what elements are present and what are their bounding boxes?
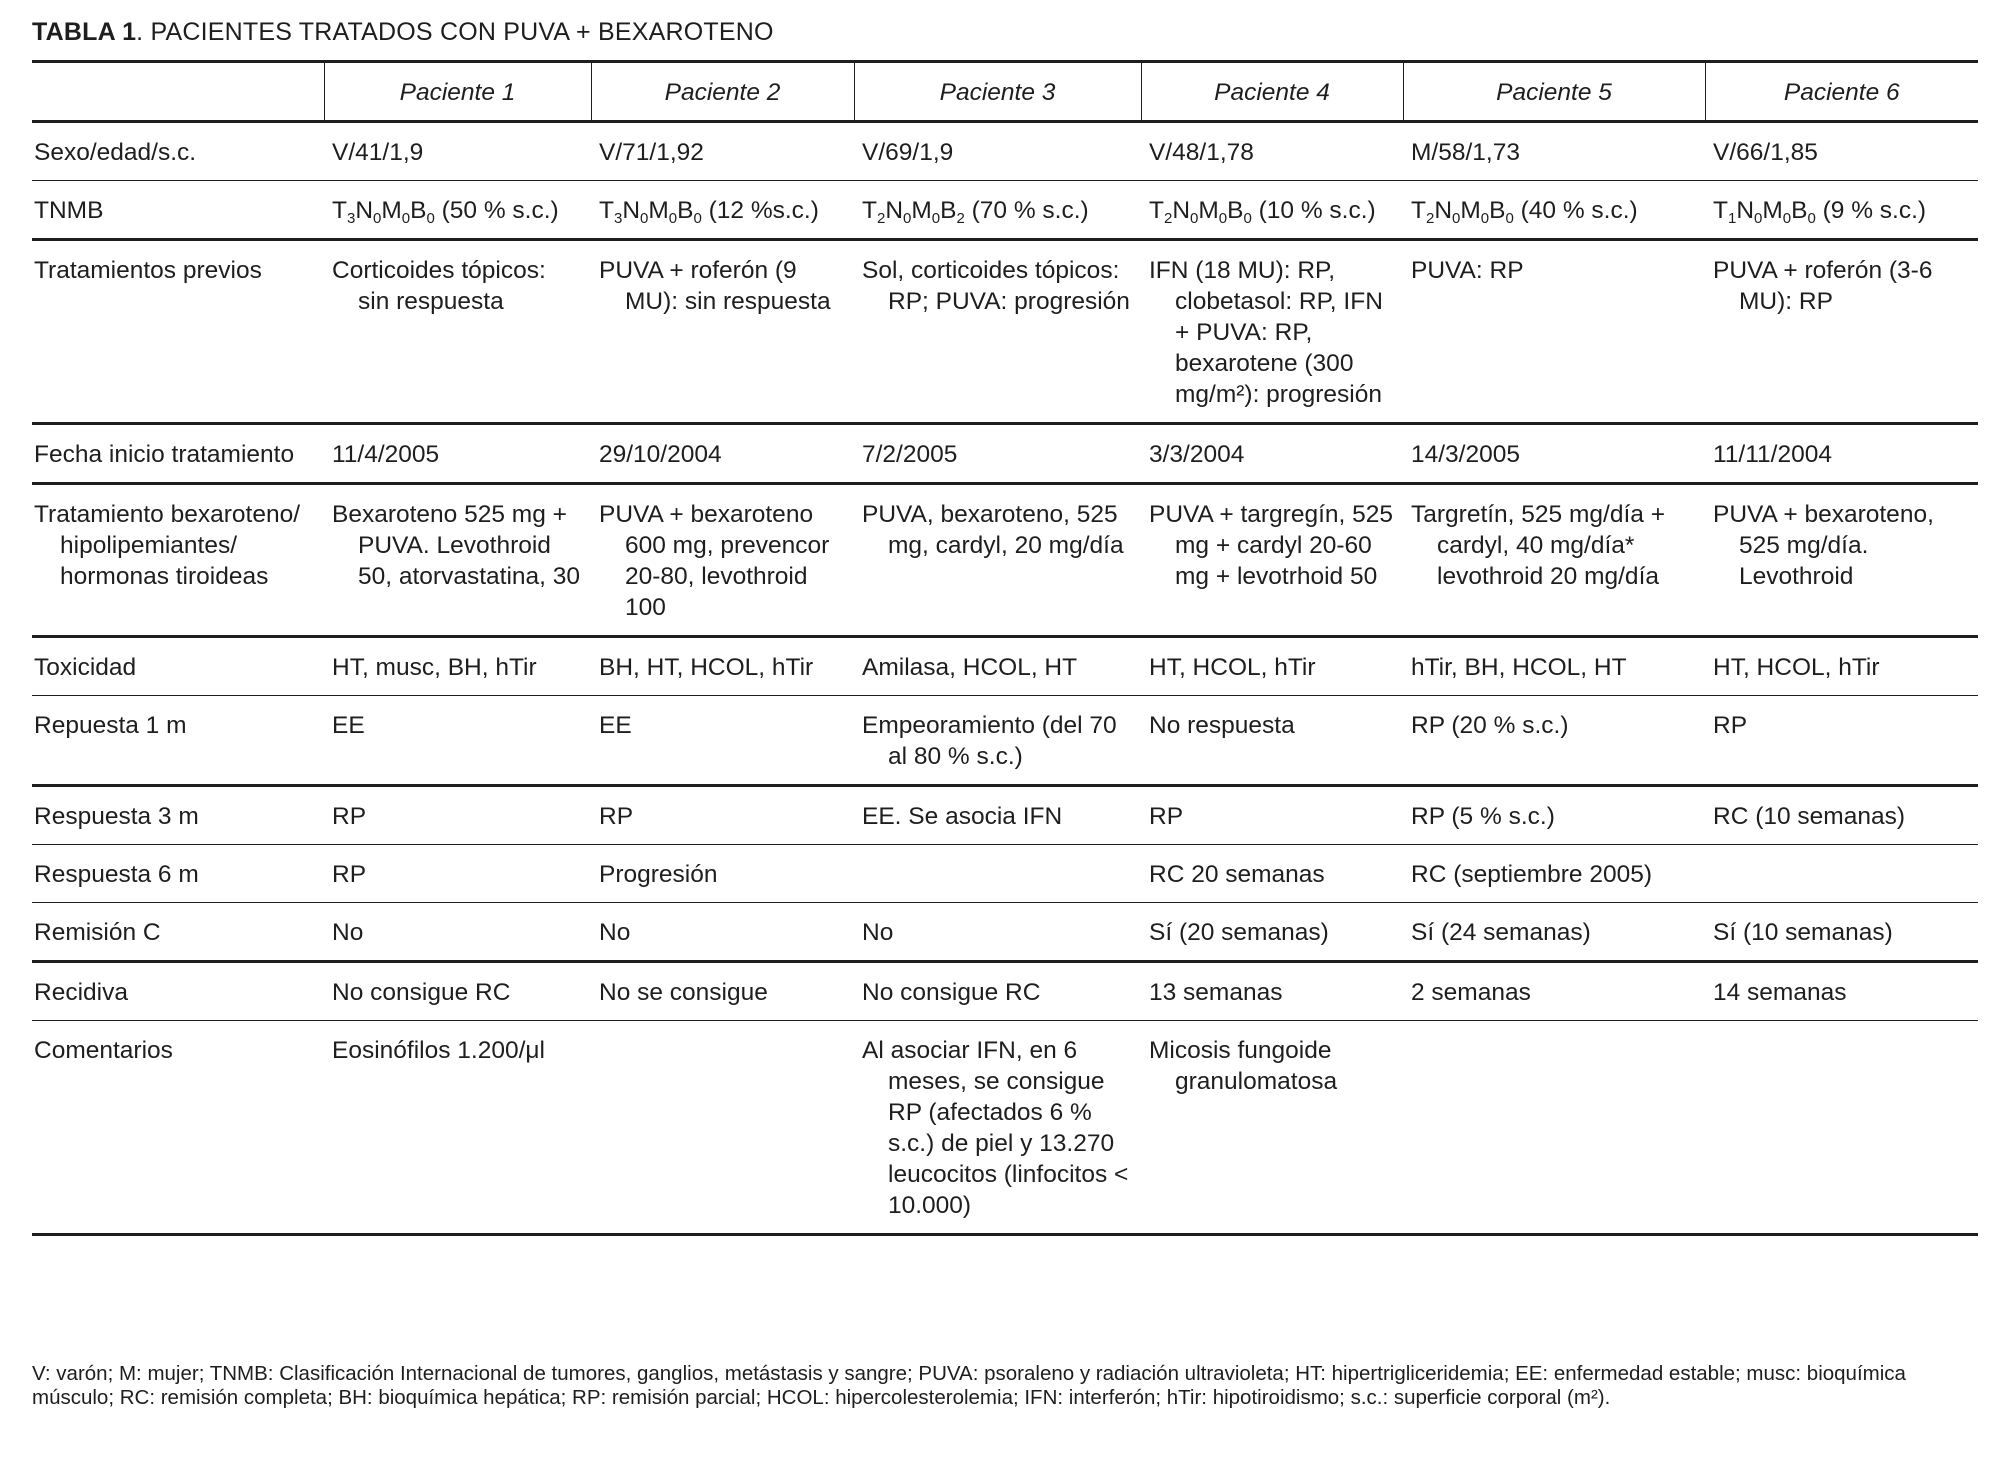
table-cell: V/69/1,9 bbox=[854, 122, 1141, 181]
row-label: TNMB bbox=[32, 181, 324, 240]
table-title bbox=[32, 18, 774, 47]
table-cell: RC (septiembre 2005) bbox=[1403, 845, 1705, 903]
table-title-label: TABLA 1 bbox=[32, 18, 137, 46]
table-cell: PUVA + bexaroteno 600 mg, prevencor 20-80, levothroid 100 bbox=[591, 484, 854, 637]
header-row bbox=[32, 62, 1978, 122]
table-cell: RP bbox=[324, 786, 591, 845]
row-comentarios bbox=[32, 1021, 1978, 1235]
table-footnote: V: varón; M: mujer; TNMB: Clasificación Internacional de tumores, ganglios, metástasis y sangre; PUVA: psoraleno y radiación ultravioleta; HT: hipertrigliceridemia; EE: enfermedad estable; musc: bioquímica músculo; RC: remisión completa; BH: bioquímica hepática; RP: remisión parcial; HCOL: hipercolesterolemia; IFN: interferón; hTir: hipotiroidismo; s.c.: superficie corporal (m²). bbox=[32, 1362, 1906, 1409]
table-cell bbox=[854, 845, 1141, 903]
table-cell: PUVA + targregín, 525 mg + cardyl 20-60 mg + levotrhoid 50 bbox=[1141, 484, 1403, 637]
table-cell bbox=[1705, 1021, 1978, 1235]
row-label: Respuesta 6 m bbox=[32, 845, 324, 903]
table-cell: RC (10 semanas) bbox=[1705, 786, 1978, 845]
table-cell: V/48/1,78 bbox=[1141, 122, 1403, 181]
table-cell: V/71/1,92 bbox=[591, 122, 854, 181]
table-cell bbox=[591, 1021, 854, 1235]
table-cell: PUVA: RP bbox=[1403, 240, 1705, 424]
column-header-patient-3: Paciente 3 bbox=[854, 62, 1141, 122]
tnmb-cell: $T_2N_0M_0B_0$ (10 % s.c.) bbox=[1141, 181, 1403, 240]
table-cell: Bexaroteno 525 mg + PUVA. Levothroid 50, atorvastatina, 30 bbox=[324, 484, 591, 637]
table-cell: HT, HCOL, hTir bbox=[1705, 637, 1978, 696]
table-cell: Progresión bbox=[591, 845, 854, 903]
table-cell: Eosinófilos 1.200/μl bbox=[324, 1021, 591, 1235]
table-cell: V/66/1,85 bbox=[1705, 122, 1978, 181]
table-cell: 14/3/2005 bbox=[1403, 424, 1705, 484]
row-respuesta-3m bbox=[32, 786, 1978, 845]
table-cell: No se consigue bbox=[591, 962, 854, 1021]
patients-table bbox=[32, 60, 1978, 1236]
row-label: Toxicidad bbox=[32, 637, 324, 696]
table-cell: 11/4/2005 bbox=[324, 424, 591, 484]
tnmb-cell: $T_3N_0M_0B_0$ (12 %s.c.) bbox=[591, 181, 854, 240]
row-label: Sexo/edad/s.c. bbox=[32, 122, 324, 181]
row-recidiva bbox=[32, 962, 1978, 1021]
row-label: Remisión C bbox=[32, 903, 324, 962]
table-cell: HT, musc, BH, hTir bbox=[324, 637, 591, 696]
table-cell: Corticoides tópicos: sin respuesta bbox=[324, 240, 591, 424]
table-cell: 29/10/2004 bbox=[591, 424, 854, 484]
table-cell: EE bbox=[591, 696, 854, 786]
row-tnmb bbox=[32, 181, 1978, 240]
table-cell: EE bbox=[324, 696, 591, 786]
row-sexo-edad bbox=[32, 122, 1978, 181]
table-cell: No bbox=[324, 903, 591, 962]
row-label: Fecha inicio tratamiento bbox=[32, 424, 324, 484]
column-header-patient-6: Paciente 6 bbox=[1705, 62, 1978, 122]
table-cell: 11/11/2004 bbox=[1705, 424, 1978, 484]
table-cell: RP bbox=[1141, 786, 1403, 845]
table-cell: Micosis fungoide granulomatosa bbox=[1141, 1021, 1403, 1235]
row-label: Tratamiento bexaroteno/ hipolipemiantes/ hormonas tiroideas bbox=[32, 484, 324, 637]
table-cell: hTir, BH, HCOL, HT bbox=[1403, 637, 1705, 696]
row-label: Respuesta 3 m bbox=[32, 786, 324, 845]
row-label: Tratamientos previos bbox=[32, 240, 324, 424]
row-label: Repuesta 1 m bbox=[32, 696, 324, 786]
table-cell: No consigue RC bbox=[854, 962, 1141, 1021]
table-cell: RP bbox=[1705, 696, 1978, 786]
table-cell bbox=[1403, 1021, 1705, 1235]
column-header-patient-4: Paciente 4 bbox=[1141, 62, 1403, 122]
table-cell: Sol, corticoides tópicos: RP; PUVA: progresión bbox=[854, 240, 1141, 424]
table-cell: BH, HT, HCOL, hTir bbox=[591, 637, 854, 696]
table-cell: Sí (10 semanas) bbox=[1705, 903, 1978, 962]
table-cell: Sí (24 semanas) bbox=[1403, 903, 1705, 962]
table-cell: 7/2/2005 bbox=[854, 424, 1141, 484]
column-header-patient-2: Paciente 2 bbox=[591, 62, 854, 122]
table-cell: Targretín, 525 mg/día + cardyl, 40 mg/día* levothroid 20 mg/día bbox=[1403, 484, 1705, 637]
table-cell: PUVA + bexaroteno, 525 mg/día. Levothroid bbox=[1705, 484, 1978, 637]
table-cell: Amilasa, HCOL, HT bbox=[854, 637, 1141, 696]
tnmb-cell: $T_2N_0M_0B_2$ (70 % s.c.) bbox=[854, 181, 1141, 240]
tnmb-cell: $T_2N_0M_0B_0$ (40 % s.c.) bbox=[1403, 181, 1705, 240]
table-cell: RC 20 semanas bbox=[1141, 845, 1403, 903]
table-cell: 14 semanas bbox=[1705, 962, 1978, 1021]
table-cell: No respuesta bbox=[1141, 696, 1403, 786]
table-cell: EE. Se asocia IFN bbox=[854, 786, 1141, 845]
table-cell: No bbox=[591, 903, 854, 962]
table-cell: RP bbox=[591, 786, 854, 845]
table-cell: RP (5 % s.c.) bbox=[1403, 786, 1705, 845]
tnmb-cell: $T_3N_0M_0B_0$ (50 % s.c.) bbox=[324, 181, 591, 240]
table-cell: V/41/1,9 bbox=[324, 122, 591, 181]
table-cell: RP bbox=[324, 845, 591, 903]
row-toxicidad bbox=[32, 637, 1978, 696]
row-fecha-inicio bbox=[32, 424, 1978, 484]
row-tratamiento bbox=[32, 484, 1978, 637]
table-cell: PUVA, bexaroteno, 525 mg, cardyl, 20 mg/día bbox=[854, 484, 1141, 637]
table-cell: PUVA + roferón (9 MU): sin respuesta bbox=[591, 240, 854, 424]
row-label: Comentarios bbox=[32, 1021, 324, 1235]
table-title-text: . PACIENTES TRATADOS CON PUVA + BEXAROTENO bbox=[136, 18, 774, 46]
table-cell: PUVA + roferón (3-6 MU): RP bbox=[1705, 240, 1978, 424]
table-cell: RP (20 % s.c.) bbox=[1403, 696, 1705, 786]
row-respuesta-6m bbox=[32, 845, 1978, 903]
table-cell: No consigue RC bbox=[324, 962, 591, 1021]
table-cell: 2 semanas bbox=[1403, 962, 1705, 1021]
table-cell bbox=[1705, 845, 1978, 903]
table-cell: 13 semanas bbox=[1141, 962, 1403, 1021]
table-cell: 3/3/2004 bbox=[1141, 424, 1403, 484]
column-header-patient-5: Paciente 5 bbox=[1403, 62, 1705, 122]
table-cell: HT, HCOL, hTir bbox=[1141, 637, 1403, 696]
header-corner bbox=[32, 62, 324, 122]
table-cell: Empeoramiento (del 70 al 80 % s.c.) bbox=[854, 696, 1141, 786]
column-header-patient-1: Paciente 1 bbox=[324, 62, 591, 122]
row-respuesta-1m bbox=[32, 696, 1978, 786]
row-label: Recidiva bbox=[32, 962, 324, 1021]
table-cell: Sí (20 semanas) bbox=[1141, 903, 1403, 962]
row-tratamientos-previos bbox=[32, 240, 1978, 424]
table-cell: No bbox=[854, 903, 1141, 962]
table-cell: IFN (18 MU): RP, clobetasol: RP, IFN + PUVA: RP, bexarotene (300 mg/m²): progresión bbox=[1141, 240, 1403, 424]
tnmb-cell: $T_1N_0M_0B_0$ (9 % s.c.) bbox=[1705, 181, 1978, 240]
row-remision bbox=[32, 903, 1978, 962]
table-cell: M/58/1,73 bbox=[1403, 122, 1705, 181]
table-cell: Al asociar IFN, en 6 meses, se consigue RP (afectados 6 % s.c.) de piel y 13.270 leucocitos (linfocitos < 10.000) bbox=[854, 1021, 1141, 1235]
